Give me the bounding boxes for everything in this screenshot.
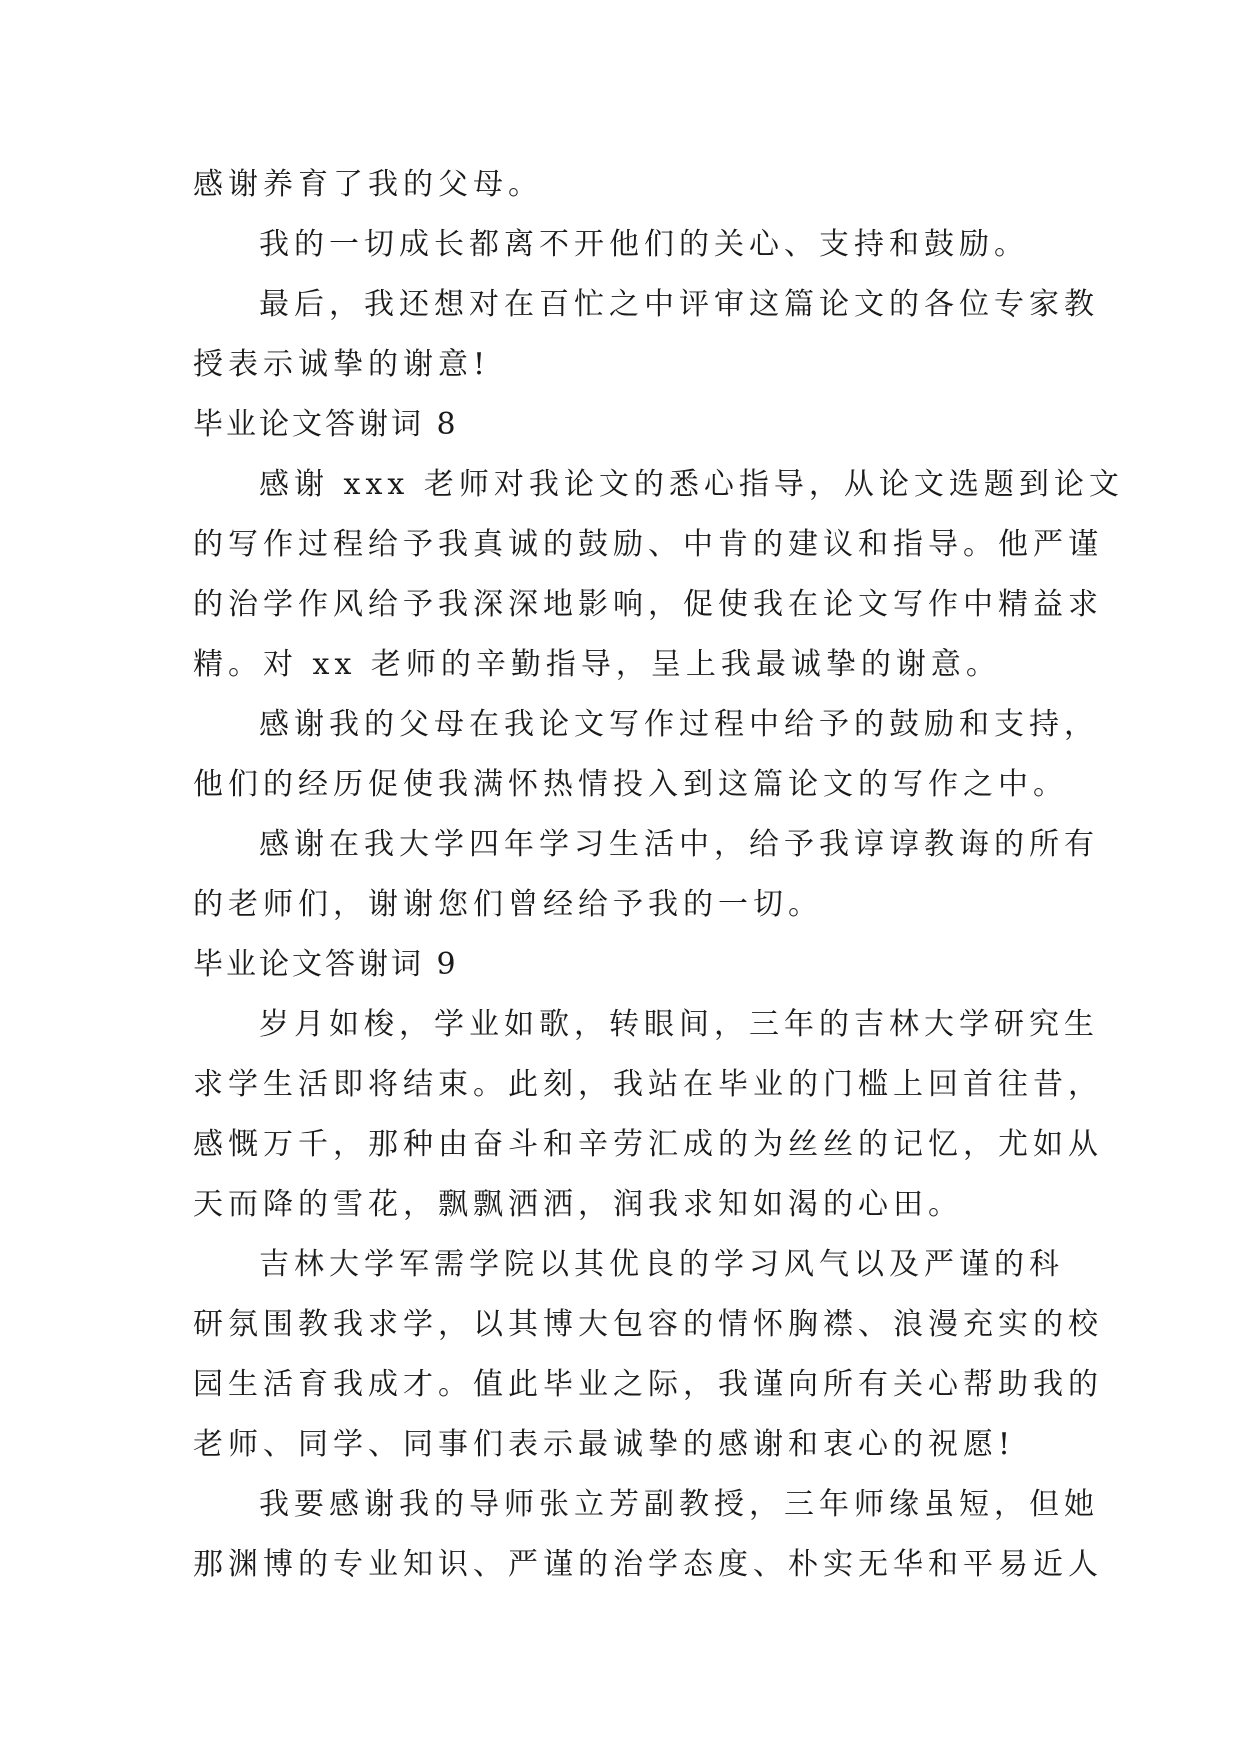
text-line: 那渊博的专业知识、严谨的治学态度、朴实无华和平易近人	[193, 1547, 1103, 1582]
paragraph-first-line: 我的一切成长都离不开他们的关心、支持和鼓励。	[259, 227, 1029, 262]
text-line: 天而降的雪花，飘飘洒洒，润我求知如渴的心田。	[193, 1187, 963, 1222]
text-line: 的治学作风给予我深深地影响，促使我在论文写作中精益求	[193, 587, 1103, 622]
text-line: 感慨万千，那种由奋斗和辛劳汇成的为丝丝的记忆，尤如从	[193, 1127, 1103, 1162]
text-line: 老师、同学、同事们表示最诚挚的感谢和衷心的祝愿!	[193, 1427, 1016, 1462]
paragraph-first-line: 感谢 xxx 老师对我论文的悉心指导，从论文选题到论文	[259, 467, 1124, 502]
paragraph-first-line: 我要感谢我的导师张立芳副教授，三年师缘虽短，但她	[259, 1487, 1099, 1522]
paragraph-first-line: 最后，我还想对在百忙之中评审这篇论文的各位专家教	[259, 287, 1099, 322]
text-line: 他们的经历促使我满怀热情投入到这篇论文的写作之中。	[193, 767, 1068, 802]
text-line: 的老师们，谢谢您们曾经给予我的一切。	[193, 887, 823, 922]
text-line: 园生活育我成才。值此毕业之际，我谨向所有关心帮助我的	[193, 1367, 1103, 1402]
document-body	[193, 155, 1124, 1595]
section-heading: 毕业论文答谢词 9	[193, 947, 459, 982]
text-line: 精。对 xx 老师的辛勤指导，呈上我最诚挚的谢意。	[193, 647, 1001, 682]
text-line: 授表示诚挚的谢意!	[193, 347, 491, 382]
paragraph-first-line: 感谢我的父母在我论文写作过程中给予的鼓励和支持，	[259, 707, 1099, 742]
paragraph-first-line: 感谢在我大学四年学习生活中，给予我谆谆教诲的所有	[259, 827, 1099, 862]
section-heading: 毕业论文答谢词 8	[193, 407, 459, 442]
text-line: 的写作过程给予我真诚的鼓励、中肯的建议和指导。他严谨	[193, 527, 1103, 562]
text-line: 研氛围教我求学，以其博大包容的情怀胸襟、浪漫充实的校	[193, 1307, 1103, 1342]
text-line: 求学生活即将结束。此刻，我站在毕业的门槛上回首往昔，	[193, 1067, 1103, 1102]
text-line: 感谢养育了我的父母。	[193, 167, 543, 202]
paragraph-first-line: 岁月如梭，学业如歌，转眼间，三年的吉林大学研究生	[259, 1007, 1099, 1042]
paragraph-first-line: 吉林大学军需学院以其优良的学习风气以及严谨的科	[259, 1247, 1064, 1282]
